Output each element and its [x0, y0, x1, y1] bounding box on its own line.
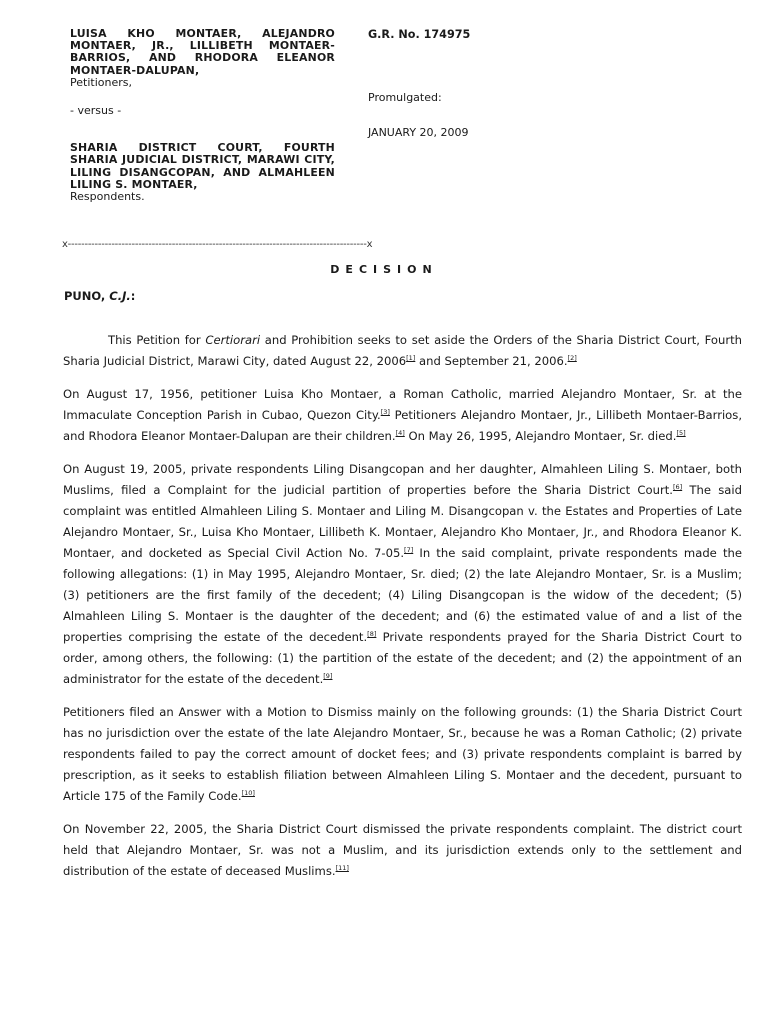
- text-run: On May 26, 1995, Alejandro Montaer, Sr. died.: [404, 429, 677, 443]
- ponente-name: PUNO,: [64, 289, 110, 303]
- case-number-block: [368, 28, 628, 41]
- text-run: This Petition for: [108, 333, 206, 347]
- footnote-ref-4[interactable]: [4]: [395, 429, 405, 437]
- footnote-ref-1[interactable]: [1]: [406, 354, 416, 362]
- footnote-ref-9[interactable]: [9]: [323, 672, 333, 680]
- text-run: On November 22, 2005, the Sharia District Court dismissed the private respondents complaint. The district court held that Alejandro Montaer, Sr. was not a Muslim, and its jurisdiction extends only to the settlement and distribution of the estate of deceased Muslims.: [63, 822, 742, 878]
- decision-heading: DECISION: [330, 263, 438, 276]
- gr-number: G.R. No. 174975: [368, 28, 471, 41]
- separator-line: x-----------------------------------------------------------------------------------------x: [62, 239, 373, 250]
- paragraph-2: [63, 384, 742, 447]
- respondents-label: Respondents.: [70, 190, 145, 204]
- ponente-colon: :: [130, 289, 136, 303]
- text-run: In the said complaint, private respondents made the following allegations: (1) in May 1995, Alejandro Montaer, Sr. died; (2) the late Alejandro Montaer, Sr. is a Muslim; (3) petitioners are the first family of the decedent; (4) Liling Disangcopan is the widow of the decedent; (5) Almahleen Liling S. Montaer is the daughter of the decedent; and (6) the estimated value of and a list of the properties comprising the estate of the decedent.: [63, 546, 742, 644]
- footnote-ref-10[interactable]: [10]: [241, 789, 255, 797]
- promulgation-date: JANUARY 20, 2009: [368, 126, 469, 139]
- petitioners-names: LUISA KHO MONTAER, ALEJANDRO MONTAER, JR., LILLIBETH MONTAER-BARRIOS, AND RHODORA ELEANOR MONTAER-DALUPAN,: [70, 27, 335, 77]
- italic-term: Certiorari: [205, 333, 261, 347]
- paragraph-3: [63, 459, 742, 690]
- footnote-ref-2[interactable]: [2]: [567, 354, 577, 362]
- text-run: and Prohibition seeks to set aside the Orders of the Sharia District Court, Fourth Sharia Judicial District, Marawi City, dated August 22, 2006: [63, 333, 742, 368]
- footnote-ref-3[interactable]: [3]: [380, 408, 390, 416]
- petitioners-label: Petitioners,: [70, 75, 132, 89]
- decision-body: [63, 330, 742, 894]
- text-run: Private respondents prayed for the Sharia District Court to order, among others, the following: (1) the partition of the estate of the decedent; and (2) the appointment of an administrator for the estate of the decedent.: [63, 630, 742, 686]
- footnote-ref-6[interactable]: [6]: [672, 483, 683, 491]
- paragraph-5: [63, 819, 742, 882]
- versus-label: - versus -: [70, 104, 122, 118]
- footnote-ref-7[interactable]: [7]: [404, 546, 414, 554]
- text-run: and September 21, 2006.: [415, 354, 568, 368]
- text-run: Petitioners Alejandro Montaer, Jr., Lillibeth Montaer-Barrios, and Rhodora Eleanor Montaer-Dalupan are their children.: [63, 408, 743, 443]
- respondents-names: SHARIA DISTRICT COURT, FOURTH SHARIA JUDICIAL DISTRICT, MARAWI CITY, LILING DISANGCOPAN, AND ALMAHLEEN LILING S. MONTAER,: [70, 141, 335, 191]
- text-run: Petitioners filed an Answer with a Motion to Dismiss mainly on the following grounds: (1) the Sharia District Court has no jurisdiction over the estate of the late Alejandro Montaer, Sr., because he was a Roman Catholic; (2) private respondents failed to pay the correct amount of docket fees; and (3) private respondents complaint is barred by prescription, as it seeks to establish filiation between Almahleen Liling S. Montaer and the decedent, pursuant to Article 175 of the Family Code.: [63, 705, 742, 803]
- promulgated-label: Promulgated:: [368, 91, 442, 104]
- footnote-ref-5[interactable]: [5]: [676, 429, 686, 437]
- text-run: The said complaint was entitled Almahleen Liling S. Montaer and Liling M. Disangcopan v. the Estates and Properties of Late Alejandro Montaer, Sr., Luisa Kho Montaer, Lillibeth K. Montaer, Alejandro Kho Montaer, Jr., and Rhodora Eleanor K. Montaer, and docketed as Special Civil Action No. 7-05.: [63, 483, 742, 560]
- footnote-ref-8[interactable]: [8]: [367, 630, 377, 638]
- paragraph-4: [63, 702, 742, 807]
- ponente: [64, 289, 135, 303]
- text-run: On August 17, 1956, petitioner Luisa Kho Montaer, a Roman Catholic, married Alejandro Montaer, Sr. at the Immaculate Conception Parish in Cubao, Quezon City.: [63, 387, 742, 422]
- footnote-ref-11[interactable]: [11]: [335, 864, 349, 872]
- text-run: On August 19, 2005, private respondents Liling Disangcopan and her daughter, Almahleen Liling S. Montaer, both Muslims, filed a Complaint for the judicial partition of properties before the Sharia District Court.: [63, 462, 742, 497]
- case-caption-parties: [70, 28, 335, 203]
- paragraph-1: [63, 330, 742, 372]
- ponente-title: C.J.: [109, 289, 131, 303]
